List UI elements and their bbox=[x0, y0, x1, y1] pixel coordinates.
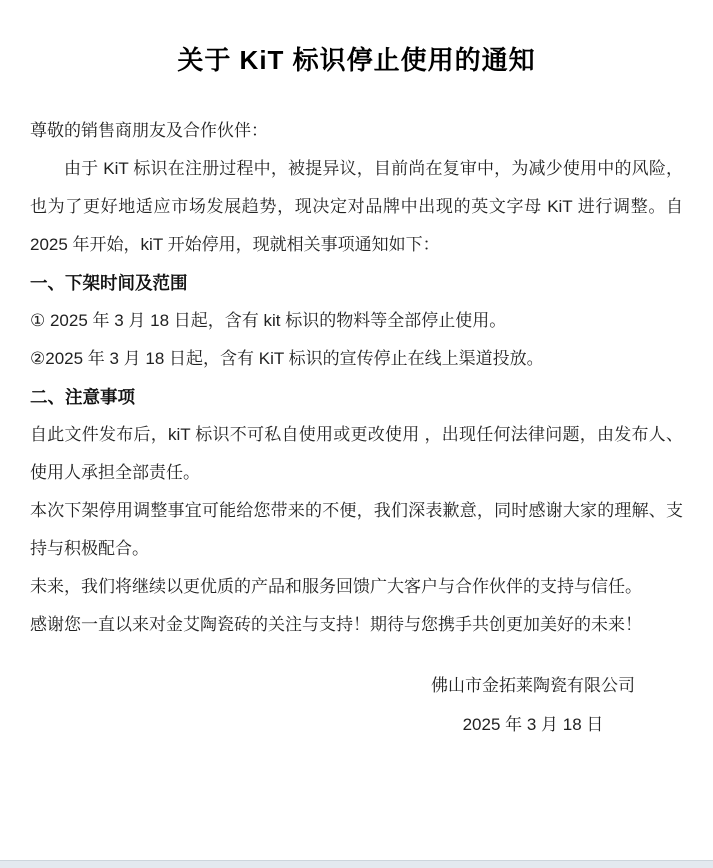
section-2-paragraph-4: 感谢您一直以来对金艾陶瓷砖的关注与支持！期待与您携手共创更加美好的未来！ bbox=[30, 615, 642, 634]
section-2-paragraph-3: 未来，我们将继续以更优质的产品和服务回馈广大客户与合作伙伴的支持与信任。 bbox=[30, 577, 642, 596]
section-2-heading: 二、注意事项 bbox=[30, 387, 135, 407]
window-bottom-edge-bar bbox=[0, 860, 713, 868]
section-1-item-1: ① 2025 年 3 月 18 日起，含有 kit 标识的物料等全部停止使用。 bbox=[30, 311, 507, 330]
section-1-heading: 一、下架时间及范围 bbox=[30, 273, 188, 293]
salutation-line: 尊敬的销售商朋友及合作伙伴： bbox=[30, 121, 268, 140]
section-1-item-2: ②2025 年 3 月 18 日起，含有 KiT 标识的宣传停止在线上渠道投放。 bbox=[30, 349, 544, 368]
signature-date: 2025 年 3 月 18 日 bbox=[462, 715, 604, 734]
intro-paragraph: 由于 KiT 标识在注册过程中，被提异议，目前尚在复审中，为减少使用中的风险，也为了更好地适应市场发展趋势，现决定对品牌中出现的英文字母 KiT 进行调整。自 2025 年开始，kiT 开始停用，现就相关事项通知如下： bbox=[30, 159, 683, 254]
section-2-paragraph-1: 自此文件发布后，kiT 标识不可私自使用或更改使用 ，出现任何法律问题，由发布人、使用人承担全部责任。 bbox=[30, 425, 683, 482]
signature-company-name: 佛山市金拓莱陶瓷有限公司 bbox=[431, 676, 635, 695]
signature-block bbox=[431, 666, 635, 744]
document-title: 关于 KiT 标识停止使用的通知 bbox=[177, 45, 536, 75]
section-2-paragraph-2: 本次下架停用调整事宜可能给您带来的不便，我们深表歉意，同时感谢大家的理解、支持与积极配合。 bbox=[30, 501, 683, 558]
